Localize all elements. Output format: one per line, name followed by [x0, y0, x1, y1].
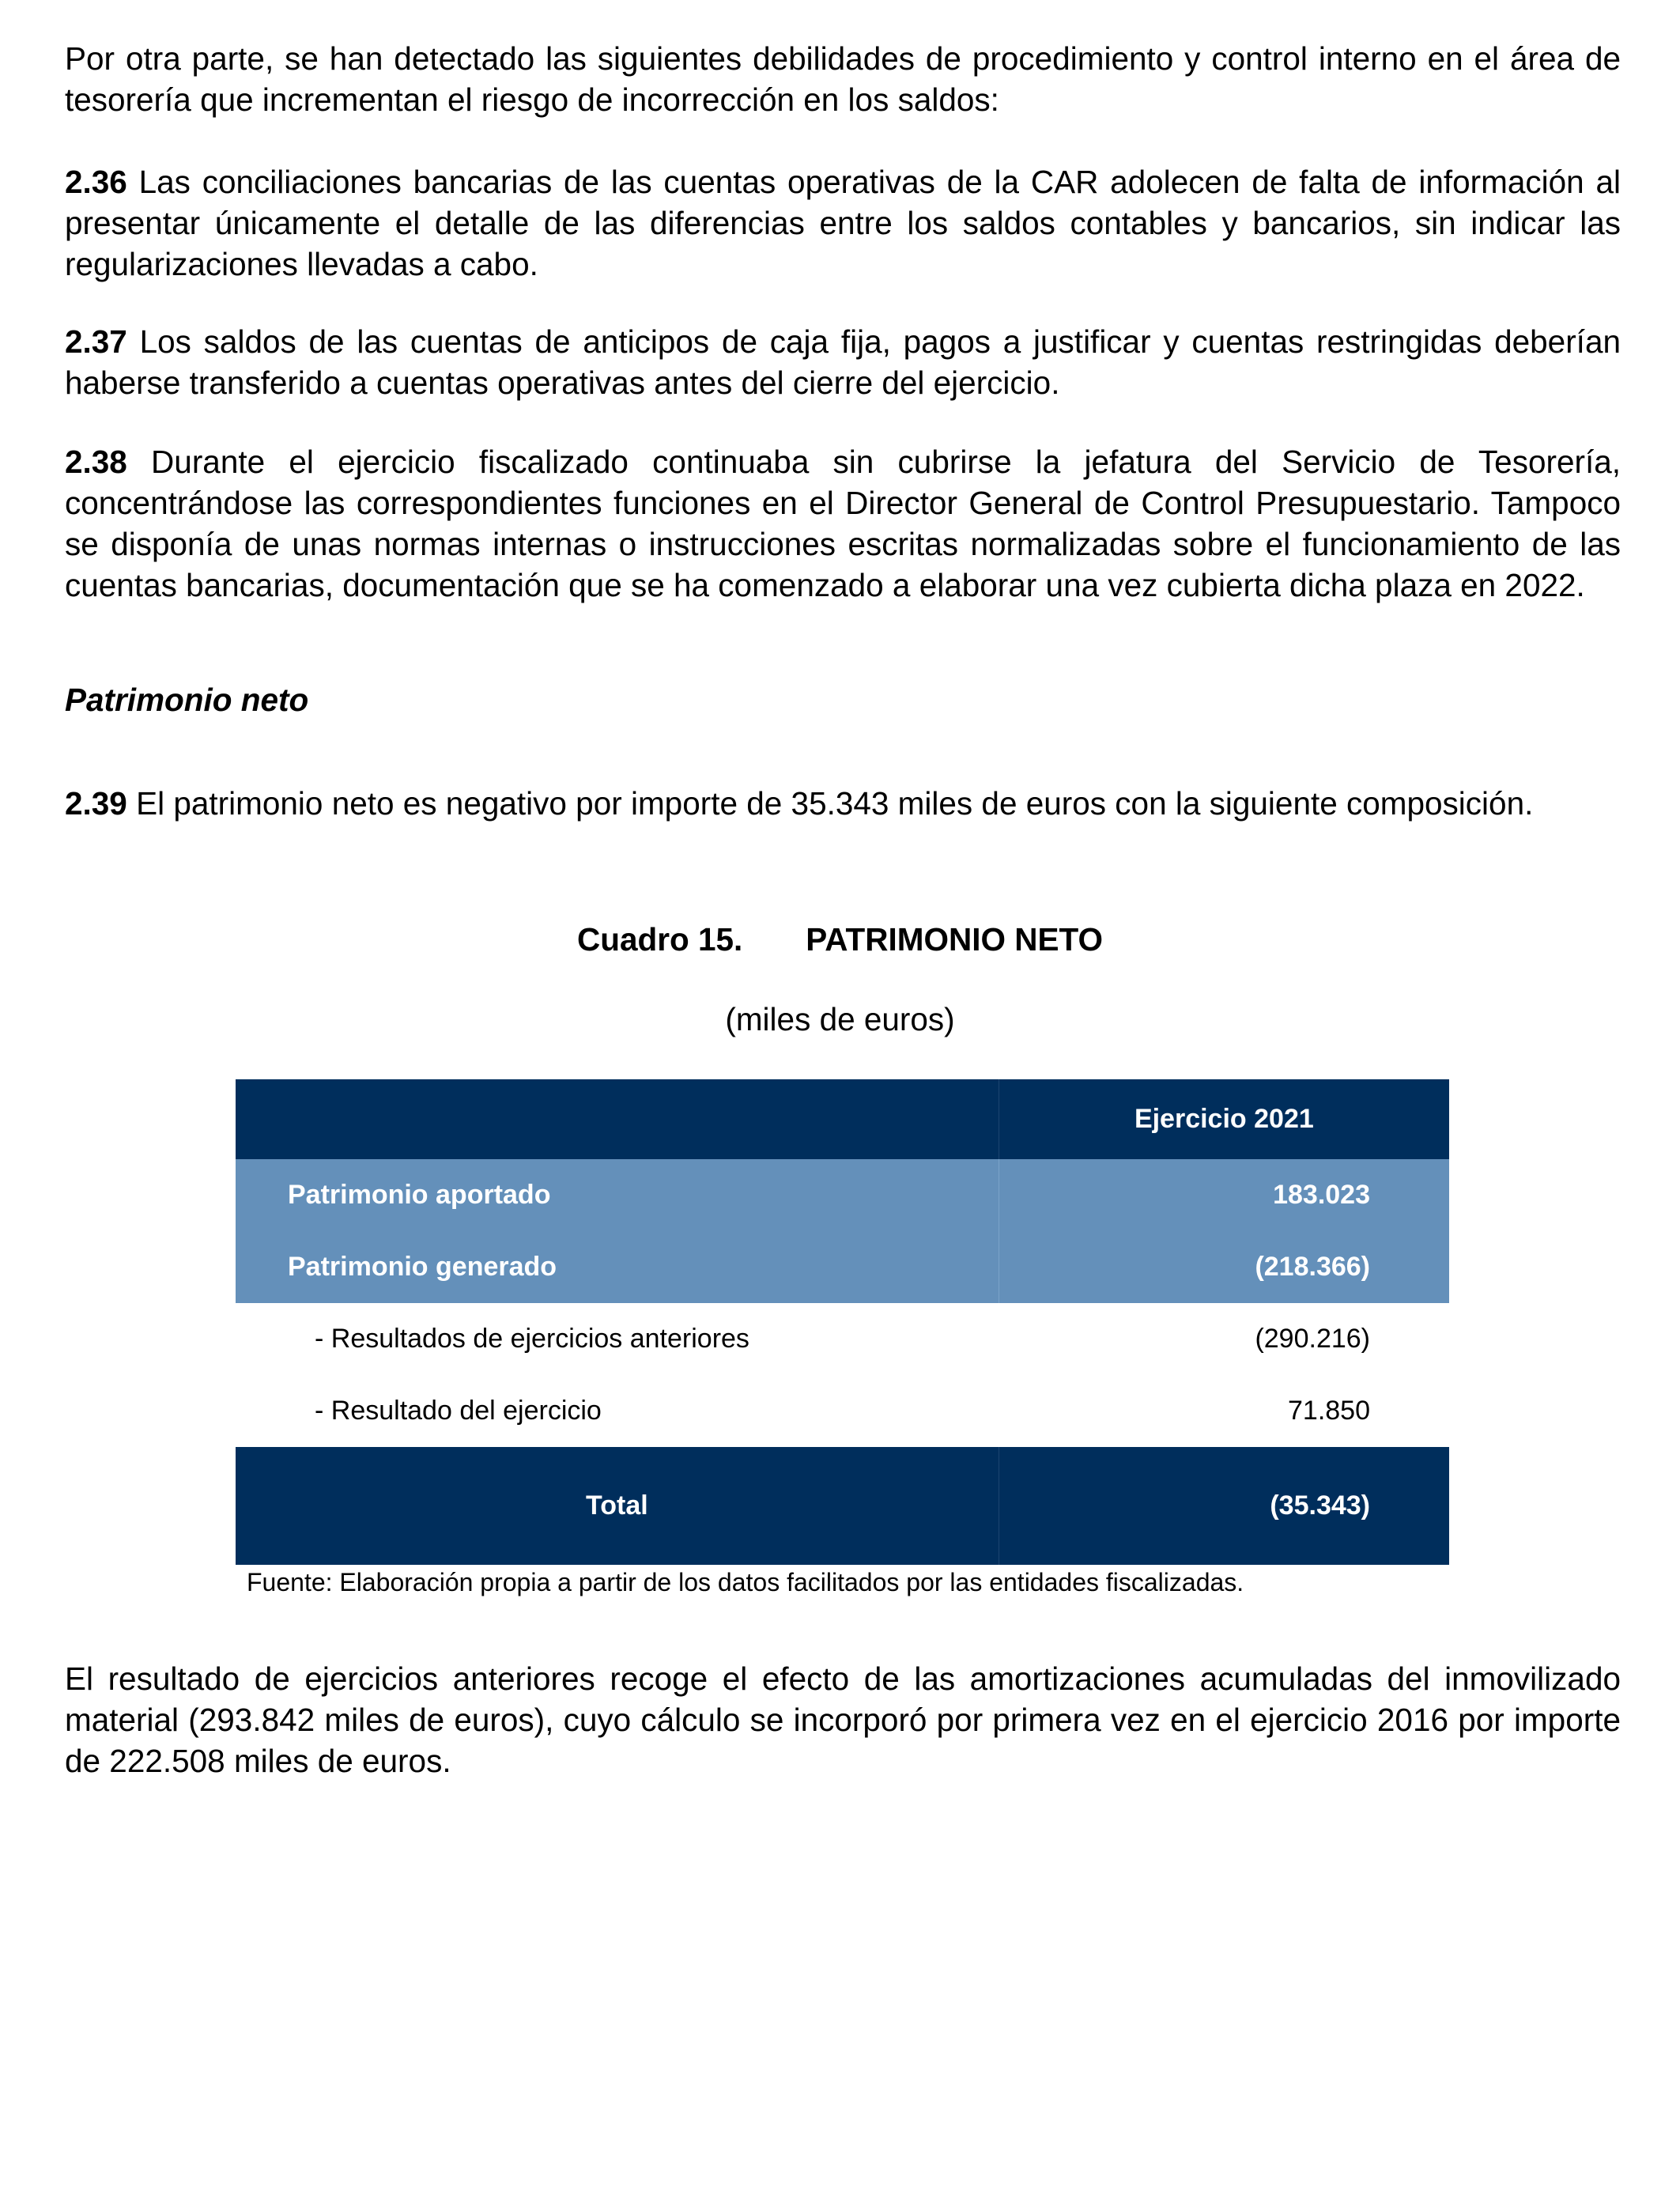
- paragraph-number: 2.39: [65, 785, 127, 822]
- closing-paragraph: El resultado de ejercicios anteriores recoge el efecto de las amortizaciones acumuladas del inmovilizado material (293.842 miles de euros), cuyo cálculo se incorporó por primera vez en el ejercicio 2016 por importe de 222.508 miles de euros.: [65, 1660, 1621, 1779]
- table-source-note: Fuente: Elaboración propia a partir de los datos facilitados por las entidades fiscalizadas.: [247, 1568, 1244, 1596]
- table-caption: [0, 921, 1680, 958]
- header-label-cell: [236, 1079, 999, 1159]
- row-value: (290.216): [999, 1303, 1449, 1375]
- paragraph-2-37: [65, 321, 1621, 403]
- row-value: 71.850: [999, 1375, 1449, 1447]
- header-year-cell: Ejercicio 2021: [999, 1079, 1449, 1159]
- table-row: [236, 1375, 1449, 1447]
- table-row: [236, 1159, 1449, 1231]
- table-row: [236, 1303, 1449, 1375]
- paragraph-text: El patrimonio neto es negativo por importe de 35.343 miles de euros con la siguiente composición.: [126, 785, 1534, 822]
- intro-paragraph: Por otra parte, se han detectado las siguientes debilidades de procedimiento y control interno en el área de tesorería que incrementan el riesgo de incorrección en los saldos:: [65, 40, 1621, 118]
- table-header-row: [236, 1079, 1449, 1159]
- paragraph-number: 2.37: [65, 323, 127, 360]
- paragraph-2-39: [65, 783, 1621, 824]
- paragraph-text: Durante el ejercicio fiscalizado continuaba sin cubrirse la jefatura del Servicio de Tesorería, concentrándose las correspondientes funciones en el Director General de Control Presupuestario. Tampoco se disponía de unas normas internas o instrucciones escritas normalizadas sobre el funcionamiento de las cuentas bancarias, documentación que se ha comenzado a elaborar una vez cubierta dicha plaza en 2022.: [65, 444, 1621, 603]
- table-total-row: [236, 1447, 1449, 1565]
- paragraph-text: Los saldos de las cuentas de anticipos de caja fija, pagos a justificar y cuentas restringidas deberían haberse transferido a cuentas operativas antes del cierre del ejercicio.: [65, 323, 1621, 401]
- paragraph-2-38: [65, 441, 1621, 606]
- table-row: [236, 1231, 1449, 1303]
- row-label: Patrimonio generado: [236, 1231, 999, 1303]
- caption-number: Cuadro 15.: [576, 921, 743, 958]
- row-value: 183.023: [999, 1159, 1449, 1231]
- caption-title: PATRIMONIO NETO: [806, 921, 1104, 958]
- row-value: (218.366): [999, 1231, 1449, 1303]
- total-value: (35.343): [999, 1447, 1449, 1565]
- patrimonio-table: [236, 1079, 1449, 1565]
- section-heading: Patrimonio neto: [65, 682, 309, 718]
- row-label: Patrimonio aportado: [236, 1159, 999, 1231]
- table-units: (miles de euros): [725, 1001, 955, 1037]
- paragraph-2-36: [65, 161, 1621, 285]
- paragraph-number: 2.36: [65, 164, 127, 200]
- row-label: - Resultados de ejercicios anteriores: [236, 1303, 999, 1375]
- row-label: - Resultado del ejercicio: [236, 1375, 999, 1447]
- total-label: Total: [236, 1447, 999, 1565]
- paragraph-text: Las conciliaciones bancarias de las cuentas operativas de la CAR adolecen de falta de información al presentar únicamente el detalle de las diferencias entre los saldos contables y bancarios, sin indicar las regularizaciones llevadas a cabo.: [65, 164, 1621, 282]
- paragraph-number: 2.38: [65, 444, 127, 480]
